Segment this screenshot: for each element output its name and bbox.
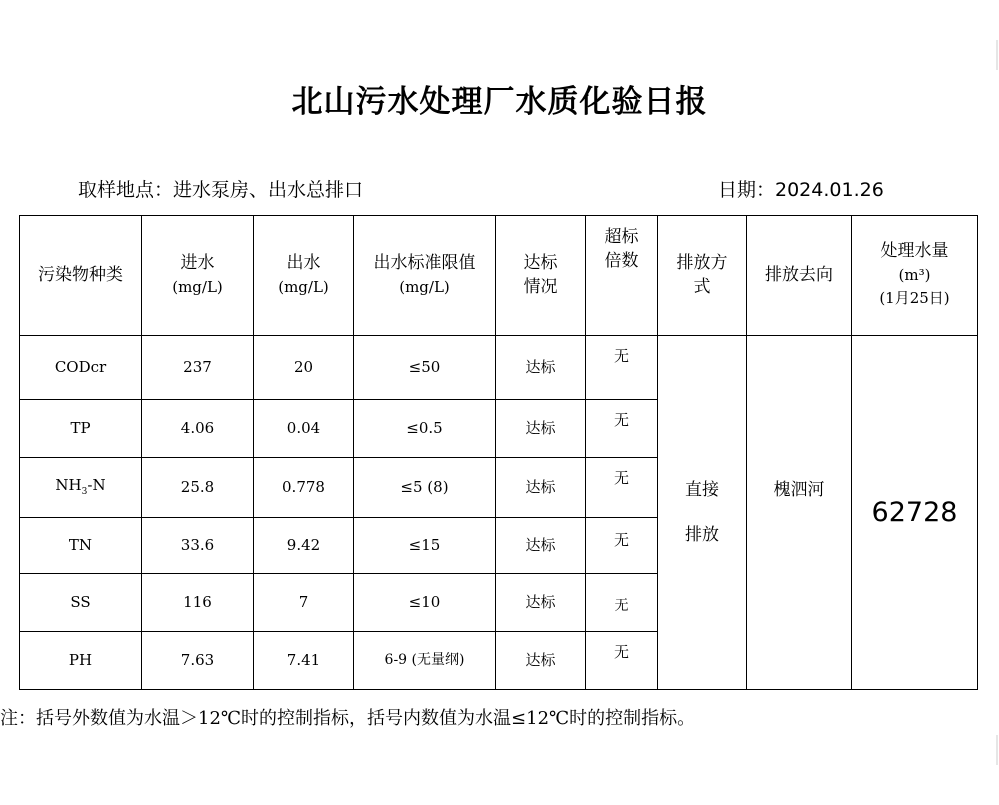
compliance-status: 达标 [496, 518, 586, 574]
discharge-method: 直接 排放 [658, 336, 747, 690]
influent-value: 7.63 [142, 632, 254, 690]
header-discharge-destination: 排放去向 [747, 216, 852, 336]
header-volume: 处理水量 (m³) (1月25日) [852, 216, 978, 336]
influent-value: 116 [142, 574, 254, 632]
header-effluent: 出水 (mg/L) [254, 216, 354, 336]
exceed-multiple: 无 [586, 336, 658, 400]
effluent-value: 7 [254, 574, 354, 632]
treated-volume: 62728 [852, 336, 978, 690]
footnote: 注：括号外数值为水温＞12℃时的控制指标，括号内数值为水温≤12℃时的控制指标。 [0, 708, 696, 729]
compliance-status: 达标 [496, 336, 586, 400]
effluent-value: 9.42 [254, 518, 354, 574]
pollutant-name: SS [20, 574, 142, 632]
compliance-status: 达标 [496, 632, 586, 690]
influent-value: 4.06 [142, 400, 254, 458]
limit-value: 6-9 (无量纲) [354, 632, 496, 690]
header-row [20, 216, 978, 336]
header-influent: 进水 (mg/L) [142, 216, 254, 336]
pollutant-name: TP [20, 400, 142, 458]
exceed-multiple: 无 [586, 518, 658, 574]
limit-value: ≤0.5 [354, 400, 496, 458]
report-title: 北山污水处理厂水质化验日报 [291, 84, 708, 120]
header-compliance: 达标 情况 [496, 216, 586, 336]
header-discharge-method: 排放方 式 [658, 216, 747, 336]
compliance-status: 达标 [496, 458, 586, 518]
pollutant-name: TN [20, 518, 142, 574]
limit-value: ≤50 [354, 336, 496, 400]
influent-value: 25.8 [142, 458, 254, 518]
pollutant-name: PH [20, 632, 142, 690]
header-limit: 出水标准限值 (mg/L) [354, 216, 496, 336]
header-exceed: 超标 倍数 [586, 216, 658, 336]
effluent-value: 0.04 [254, 400, 354, 458]
compliance-status: 达标 [496, 574, 586, 632]
effluent-value: 20 [254, 336, 354, 400]
discharge-destination: 槐泗河 [747, 336, 852, 690]
exceed-multiple: 无 [586, 458, 658, 518]
influent-value: 33.6 [142, 518, 254, 574]
water-quality-table [19, 215, 978, 690]
limit-value: ≤10 [354, 574, 496, 632]
influent-value: 237 [142, 336, 254, 400]
effluent-value: 0.778 [254, 458, 354, 518]
page-edge-mark [996, 735, 998, 765]
sampling-site: 取样地点：进水泵房、出水总排口 [78, 179, 364, 201]
table-row [20, 336, 978, 400]
header-pollutant: 污染物种类 [20, 216, 142, 336]
report-date: 日期：2024.01.26 [718, 179, 884, 201]
pollutant-name: CODcr [20, 336, 142, 400]
effluent-value: 7.41 [254, 632, 354, 690]
limit-value: ≤15 [354, 518, 496, 574]
limit-value: ≤5 (8) [354, 458, 496, 518]
pollutant-name: $NH_3-N$ [20, 458, 142, 518]
exceed-multiple: 无 [586, 632, 658, 690]
exceed-multiple: 无 [586, 400, 658, 458]
page-edge-mark [996, 40, 998, 70]
exceed-multiple: 无 [586, 574, 658, 632]
compliance-status: 达标 [496, 400, 586, 458]
